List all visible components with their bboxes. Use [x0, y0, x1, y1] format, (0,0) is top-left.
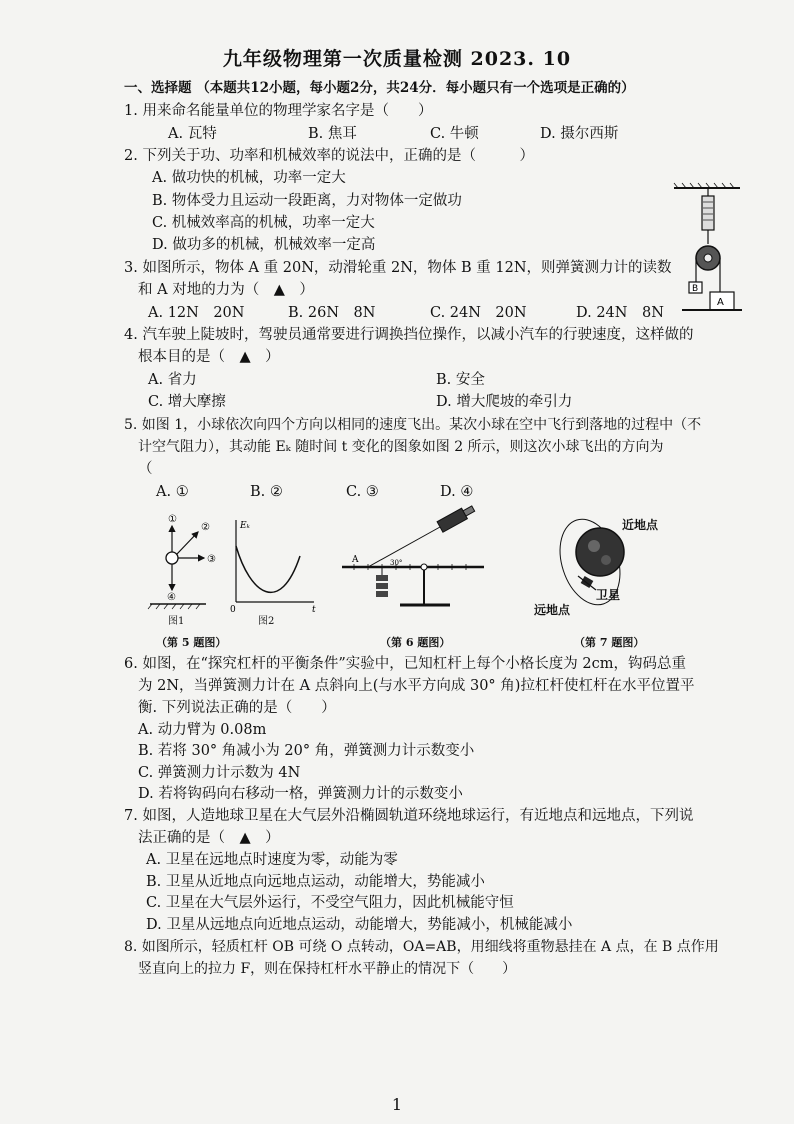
q5-option-a: A. ① [156, 484, 189, 500]
fig5-ball-directions [146, 510, 218, 620]
q7-option-d: D. 卫星从远地点向近地点运动，动能增大，势能减小，机械能减小 [146, 917, 573, 933]
fig6-lever [338, 513, 488, 613]
fig5-t-axis: t [312, 605, 316, 615]
fig7-caption: （第 7 题图） [574, 636, 645, 649]
fig7-near: 近地点 [622, 518, 659, 532]
q1-option-b: B. 焦耳 [308, 126, 357, 142]
q4-option-c: C. 增大摩擦 [148, 394, 226, 410]
fig6-caption: （第 6 题图） [380, 636, 451, 649]
q7-option-a: A. 卫星在远地点时速度为零，动能为零 [146, 852, 398, 868]
q7-line2: 法正确的是（ ▲ ） [138, 830, 280, 846]
pulley-figure [672, 182, 742, 322]
q7-option-c: C. 卫星在大气层外运行，不受空气阻力，因此机械能守恒 [146, 895, 514, 911]
q3-line2: 和 A 对地的力为（ ▲ ） [138, 282, 314, 298]
fig7-sat: 卫星 [596, 588, 621, 602]
q6-option-d: D. 若将钩码向右移动一格，弹簧测力计的示数变小 [138, 786, 463, 802]
q5-option-b: B. ② [250, 484, 283, 500]
fig7-far: 远地点 [534, 603, 571, 617]
pulley-label-b: B [692, 284, 699, 294]
page-number: 1 [391, 1095, 403, 1114]
fig5-dir-3: ③ [207, 554, 216, 565]
q1-option-c: C. 牛顿 [430, 126, 479, 142]
q3-line1: 3. 如图所示，物体 A 重 20N，动滑轮重 2N，物体 B 重 12N，则弹簧测力计的读数 [124, 260, 672, 276]
q6-line3: 衡. 下列说法正确的是（ ） [138, 700, 336, 716]
q2-option-d: D. 做功多的机械，机械效率一定高 [152, 237, 376, 253]
fig5-ek-graph [228, 516, 318, 616]
fig5-caption: （第 5 题图） [156, 636, 227, 649]
q5-option-c: C. ③ [346, 484, 379, 500]
pulley-label-a: A [717, 297, 724, 308]
q5-line1: 5. 如图 1，小球依次向四个方向以相同的速度飞出。某次小球在空中飞行到落地的过程中（不 [124, 417, 702, 433]
fig5-origin: 0 [230, 605, 236, 615]
q4-option-d: D. 增大爬坡的牵引力 [436, 394, 573, 410]
q3-option-a: A. 12N 20N [148, 305, 245, 321]
q2-option-c: C. 机械效率高的机械，功率一定大 [152, 215, 375, 231]
q8-line2: 竖直向上的拉力 F，则在保持杠杆水平静止的情况下（ ） [138, 961, 517, 977]
q2-stem: 2. 下列关于功、功率和机械效率的说法中，正确的是（ ） [124, 148, 534, 164]
fig5-dir-4: ④ [167, 592, 176, 603]
q5-option-d: D. ④ [440, 484, 474, 500]
fig5-dir-2: ② [201, 522, 210, 533]
q6-option-c: C. 弹簧测力计示数为 4N [138, 765, 301, 781]
fig1-label: 图1 [168, 616, 185, 627]
q7-option-b: B. 卫星从近地点向远地点运动，动能增大，势能减小 [146, 874, 485, 890]
q2-option-b: B. 物体受力且运动一段距离，力对物体一定做功 [152, 193, 462, 209]
q4-option-b: B. 安全 [436, 372, 485, 388]
q1-option-a: A. 瓦特 [168, 126, 217, 142]
fig6-angle: 30° [390, 559, 403, 567]
fig5-dir-1: ① [168, 514, 177, 525]
q6-line2: 为 2N，当弹簧测力计在 A 点斜向上(与水平方向成 30° 角)拉杠杆使杠杆在水平位置平 [138, 678, 695, 694]
q5-line3: （ [138, 461, 153, 477]
fig6-point-a: A [352, 555, 359, 565]
q4-option-a: A. 省力 [148, 372, 197, 388]
q8-line1: 8. 如图所示，轻质杠杆 OB 可绕 O 点转动，OA=AB，用细线将重物悬挂在 A 点，在 B 点作用 [124, 939, 719, 955]
q3-option-d: D. 24N 8N [576, 305, 664, 321]
q1-stem: 1. 用来命名能量单位的物理学家名字是（ ） [124, 103, 433, 119]
fig5-ek-axis: Eₖ [240, 521, 250, 531]
q1-option-d: D. 摄尔西斯 [540, 126, 619, 142]
q4-line2: 根本目的是（ ▲ ） [138, 349, 280, 365]
q6-option-a: A. 动力臂为 0.08m [138, 722, 267, 738]
q3-option-c: C. 24N 20N [430, 305, 527, 321]
fig2-label: 图2 [258, 616, 275, 627]
q2-option-a: A. 做功快的机械，功率一定大 [152, 170, 346, 186]
q5-line2: 计空气阻力），其动能 Eₖ 随时间 t 变化的图象如图 2 所示，则这次小球飞出的方向为 [138, 439, 664, 455]
q6-option-b: B. 若将 30° 角减小为 20° 角，弹簧测力计示数变小 [138, 743, 475, 759]
q4-line1: 4. 汽车驶上陡坡时，驾驶员通常要进行调换挡位操作，以减小汽车的行驶速度，这样做的 [124, 327, 694, 343]
section-heading: 一、选择题 （本题共12小题，每小题2分，共24分．每小题只有一个选项是正确的） [124, 80, 635, 96]
q3-option-b: B. 26N 8N [288, 305, 376, 321]
q7-line1: 7. 如图，人造地球卫星在大气层外沿椭圆轨道环绕地球运行，有近地点和远地点，下列说 [124, 808, 694, 824]
q6-line1: 6. 如图，在“探究杠杆的平衡条件”实验中，已知杠杆上每个小格长度为 2cm，钩码总重 [124, 656, 686, 672]
exam-title: 九年级物理第一次质量检测 2023. 10 [222, 48, 572, 70]
